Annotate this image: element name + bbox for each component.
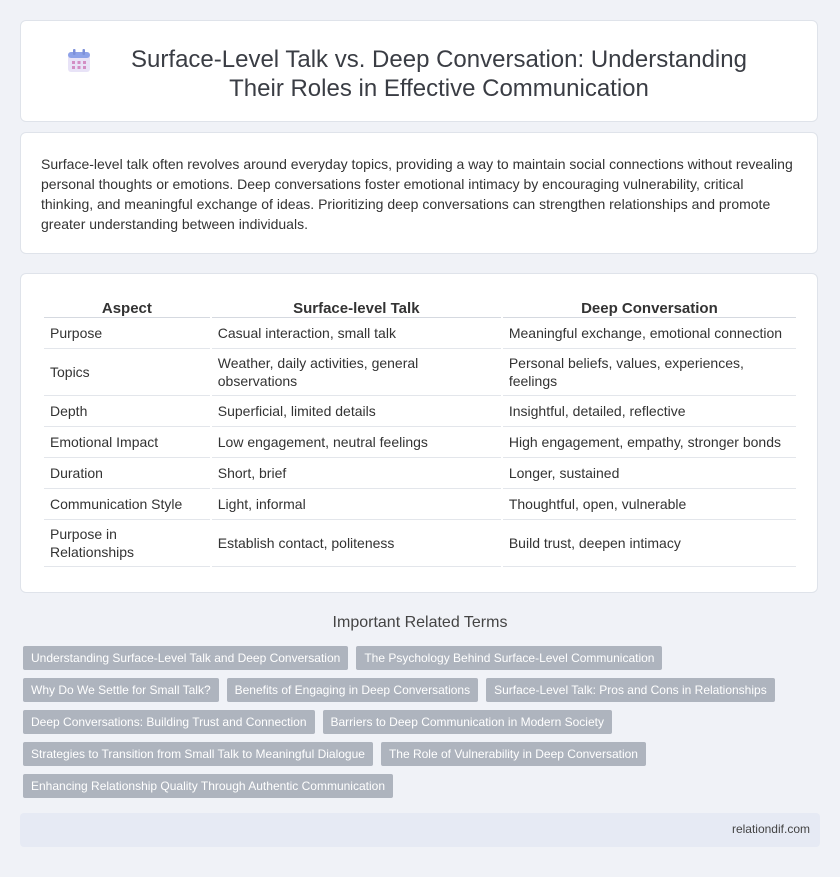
- table-row: [44, 396, 796, 427]
- table-row: [44, 520, 796, 567]
- table-cell: Purpose: [44, 318, 210, 349]
- table-cell: Topics: [44, 349, 210, 396]
- table-cell: Weather, daily activities, general observations: [212, 349, 501, 396]
- related-term-tag[interactable]: Strategies to Transition from Small Talk to Meaningful Dialogue: [23, 742, 373, 766]
- intro-paragraph: Surface-level talk often revolves around everyday topics, providing a way to maintain social connections without revealing personal thoughts or emotions. Deep conversations foster emotional intimacy by encouraging vulnerability, critical thinking, and meaningful exchange of ideas. Prioritizing deep conversations can strengthen relationships and promote greater understanding between individuals.: [41, 156, 793, 232]
- table-cell: Personal beliefs, values, experiences, feelings: [503, 349, 796, 396]
- page-title: Surface-Level Talk vs. Deep Conversation: Understanding Their Roles in Effective Communication: [131, 46, 747, 102]
- table-row: [44, 349, 796, 396]
- related-term-tag[interactable]: Deep Conversations: Building Trust and Connection: [23, 710, 315, 734]
- related-term-tag[interactable]: Surface-Level Talk: Pros and Cons in Relationships: [486, 678, 775, 702]
- table-row: [44, 489, 796, 520]
- intro-card: [20, 132, 818, 254]
- related-term-tag[interactable]: Barriers to Deep Communication in Modern Society: [323, 710, 612, 734]
- comparison-card: [20, 273, 818, 593]
- footer-site-link[interactable]: relationdif.com: [731, 822, 810, 836]
- table-header: Surface-level Talk: [212, 297, 501, 318]
- table-cell: Superficial, limited details: [212, 396, 501, 427]
- table-cell: Longer, sustained: [503, 458, 796, 489]
- table-cell: Insightful, detailed, reflective: [503, 396, 796, 427]
- table-cell: Light, informal: [212, 489, 501, 520]
- related-terms-heading: Important Related Terms: [332, 614, 508, 631]
- footer: [20, 813, 820, 847]
- comparison-table: [42, 297, 798, 567]
- table-cell: Duration: [44, 458, 210, 489]
- table-cell: Low engagement, neutral feelings: [212, 427, 501, 458]
- table-header: Aspect: [44, 297, 210, 318]
- related-term-tag[interactable]: The Role of Vulnerability in Deep Conversation: [381, 742, 646, 766]
- table-cell: High engagement, empathy, stronger bonds: [503, 427, 796, 458]
- table-cell: Meaningful exchange, emotional connection: [503, 318, 796, 349]
- table-cell: Thoughtful, open, vulnerable: [503, 489, 796, 520]
- table-cell: Depth: [44, 396, 210, 427]
- table-header: Deep Conversation: [503, 297, 796, 318]
- related-term-tag[interactable]: Why Do We Settle for Small Talk?: [23, 678, 219, 702]
- table-row: [44, 318, 796, 349]
- table-cell: Emotional Impact: [44, 427, 210, 458]
- related-terms-list: [23, 646, 803, 806]
- table-cell: Establish contact, politeness: [212, 520, 501, 567]
- related-term-tag[interactable]: Understanding Surface-Level Talk and Deep Conversation: [23, 646, 348, 670]
- table-row: [44, 427, 796, 458]
- table-cell: Casual interaction, small talk: [212, 318, 501, 349]
- title-card: [20, 20, 818, 122]
- table-cell: Purpose in Relationships: [44, 520, 210, 567]
- table-cell: Communication Style: [44, 489, 210, 520]
- related-term-tag[interactable]: Enhancing Relationship Quality Through Authentic Communication: [23, 774, 393, 798]
- table-row: [44, 458, 796, 489]
- table-cell: Build trust, deepen intimacy: [503, 520, 796, 567]
- related-term-tag[interactable]: The Psychology Behind Surface-Level Communication: [356, 646, 662, 670]
- table-cell: Short, brief: [212, 458, 501, 489]
- related-term-tag[interactable]: Benefits of Engaging in Deep Conversations: [227, 678, 478, 702]
